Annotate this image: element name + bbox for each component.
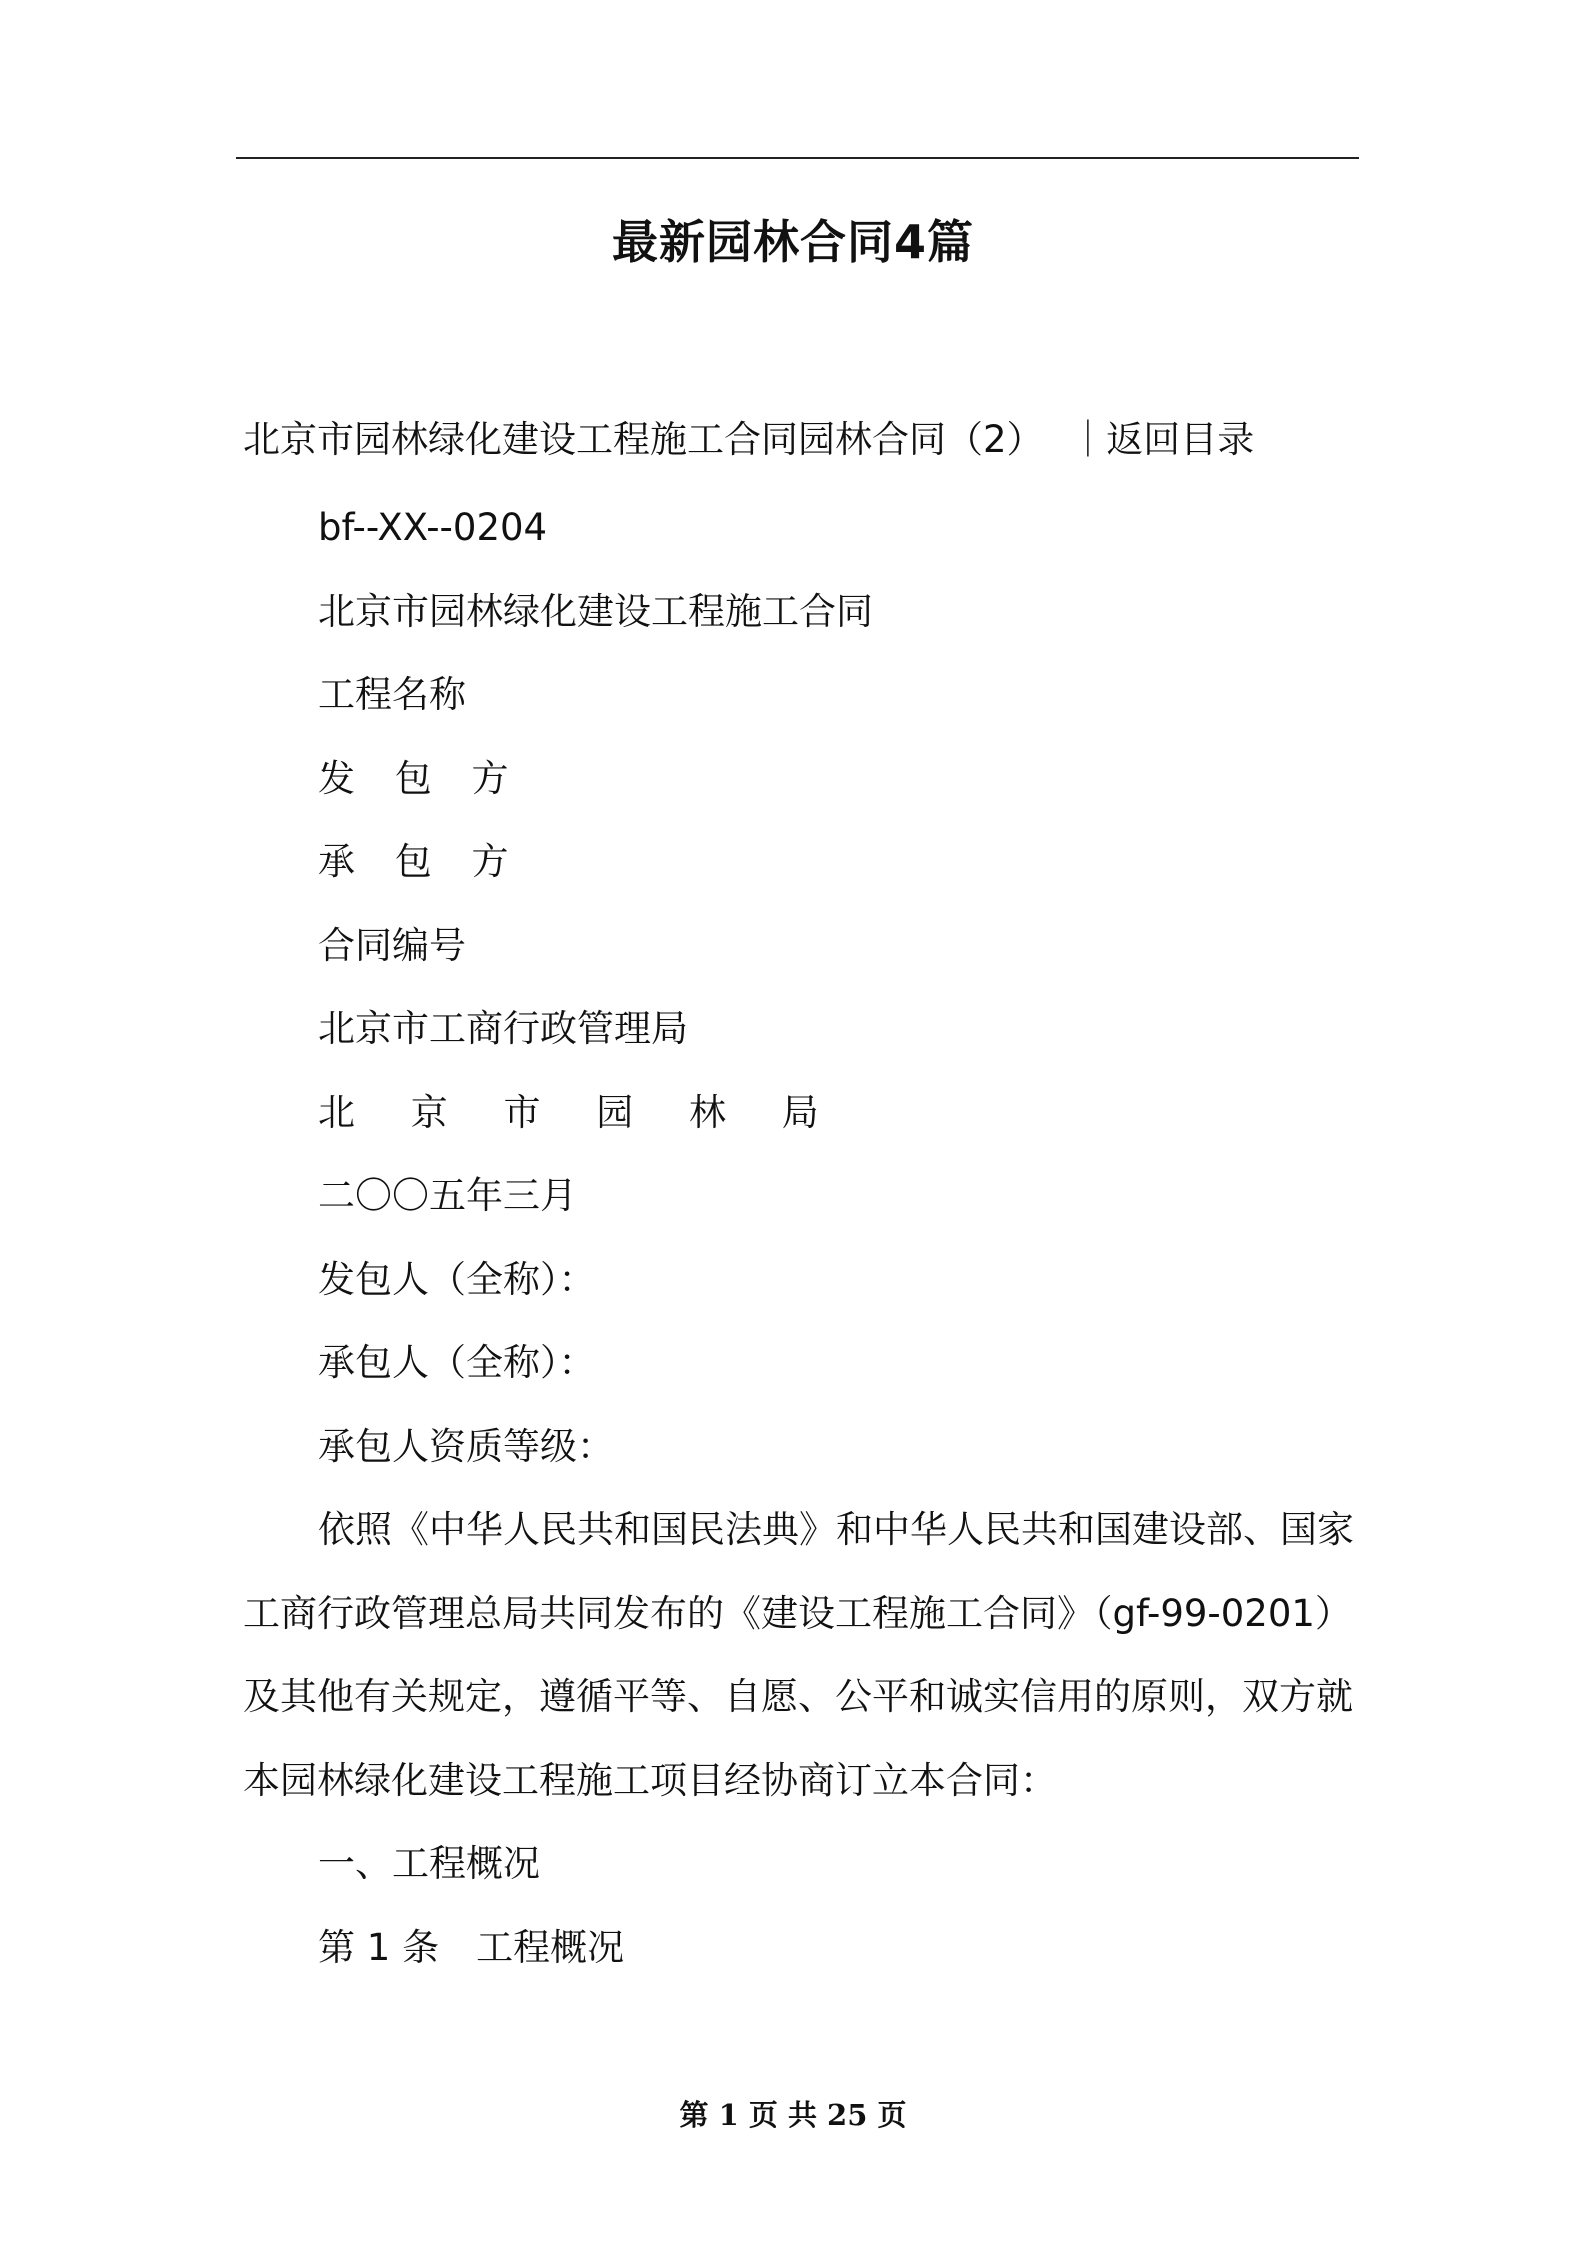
project-name-label: 工程名称	[318, 673, 466, 716]
section-heading: 北京市园林绿化建设工程施工合同园林合同（2）	[243, 418, 1044, 461]
issue-date: 二〇〇五年三月	[318, 1174, 577, 1217]
contract-name: 北京市园林绿化建设工程施工合同	[318, 590, 873, 633]
form-code: bf--XX--0204	[318, 506, 548, 549]
contractor-label: 承 包 方	[318, 840, 523, 883]
contractor-qualification-label: 承包人资质等级：	[318, 1425, 614, 1468]
contractor-full-name-label: 承包人（全称）：	[318, 1341, 596, 1384]
page-footer: 第 1 页 共 25 页	[679, 2098, 907, 2132]
paragraph-line: 本园林绿化建设工程施工项目经协商订立本合同：	[243, 1759, 1057, 1802]
paragraph-line: 依照《中华人民共和国民法典》和中华人民共和国建设部、国家	[318, 1508, 1354, 1551]
issuing-authority: 北京市工商行政管理局	[318, 1007, 688, 1050]
chapter-heading: 一、工程概况	[318, 1842, 540, 1885]
contract-number-label: 合同编号	[318, 924, 466, 967]
paragraph-line: 工商行政管理总局共同发布的《建设工程施工合同》（gf-99-0201）	[243, 1592, 1352, 1635]
return-to-toc-link[interactable]: ｜返回目录	[1069, 418, 1255, 461]
paragraph-line: 及其他有关规定，遵循平等、自愿、公平和诚实信用的原则，双方就	[243, 1675, 1353, 1718]
section-heading-row	[243, 416, 1254, 464]
header-rule	[236, 157, 1359, 159]
article-heading: 第 1 条 工程概况	[318, 1926, 625, 1969]
document-title: 最新园林合同4篇	[611, 215, 974, 269]
employer-full-name-label: 发包人（全称）：	[318, 1258, 596, 1301]
employer-label: 发 包 方	[318, 757, 523, 800]
co-issuing-authority: 北 京 市 园 林 局	[318, 1091, 841, 1134]
